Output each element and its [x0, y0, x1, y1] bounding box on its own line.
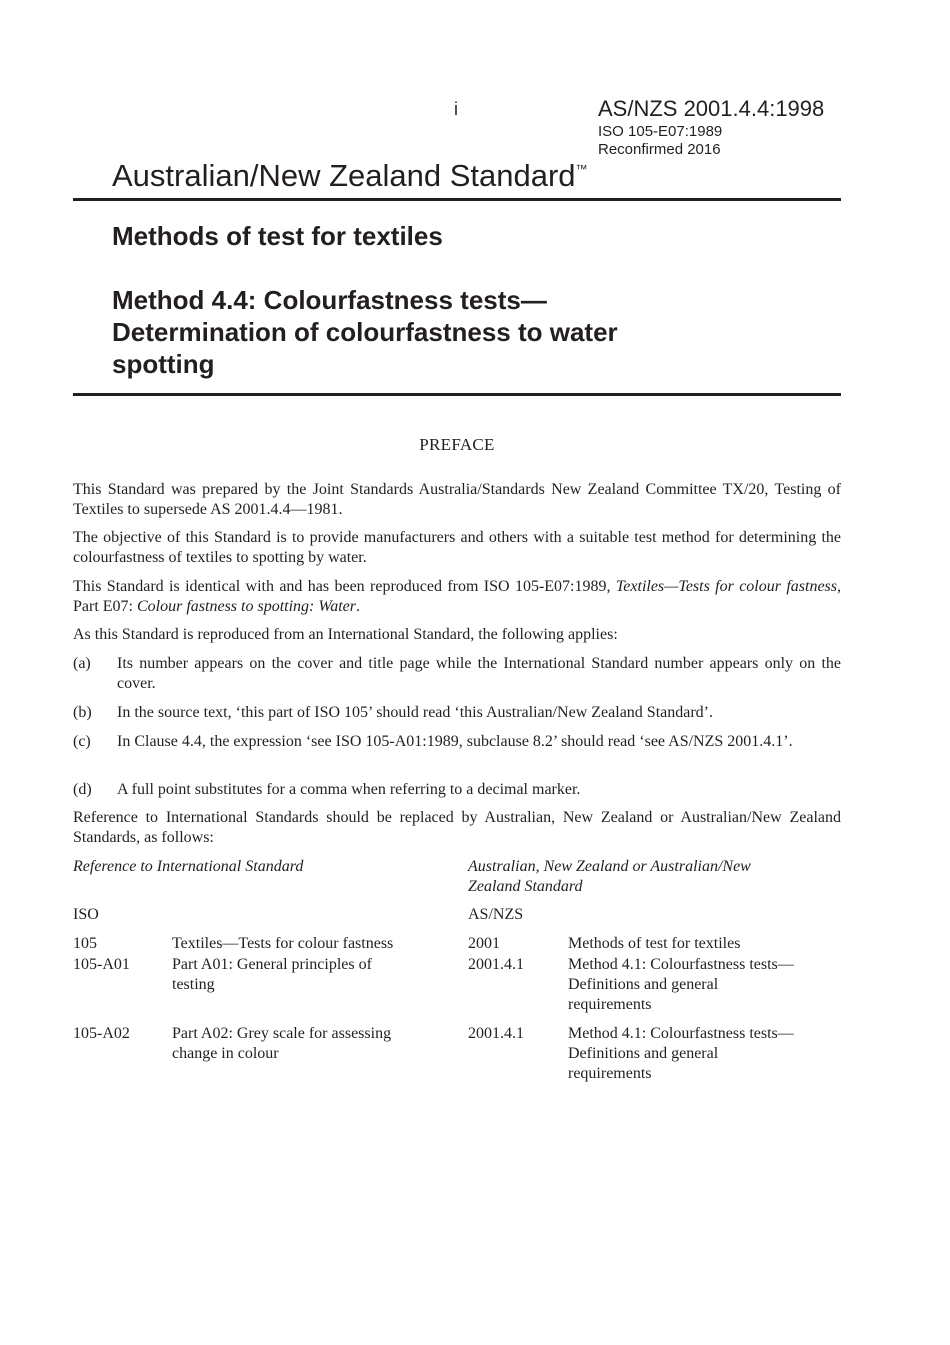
preface-paragraph: Reference to International Standards should be replaced by Australian, New Zealand or Australian/New Zealand Standards, as follows:: [73, 809, 841, 846]
cell-line: Method 4.1: Colourfastness tests—: [568, 956, 794, 973]
table-cell-as-number: 2001.4.1: [468, 956, 524, 973]
table-header-line: Australian, New Zealand or Australian/New: [468, 858, 751, 875]
preface-heading: PREFACE: [419, 435, 495, 454]
list-item-text: Its number appears on the cover and title page while the International Standard number appears only on the cover.: [117, 655, 841, 692]
cell-line: Definitions and general: [568, 976, 719, 993]
sub-title: [112, 284, 812, 380]
table-cell-iso-number: 105: [73, 935, 97, 952]
preface-paragraph: The objective of this Standard is to provide manufacturers and others with a suitable test method for determining the colourfastness of textiles to spotting by water.: [73, 529, 841, 566]
standard-type: [112, 158, 588, 194]
table-cell-iso-title: Textiles—Tests for colour fastness: [172, 935, 394, 952]
paragraph-text: .: [355, 598, 360, 615]
page-number: i: [454, 99, 458, 119]
sub-title-line: Determination of colourfastness to water: [112, 317, 618, 347]
sub-title-line: spotting: [112, 349, 215, 379]
cell-line: requirements: [568, 996, 652, 1013]
list-item: [73, 654, 841, 694]
list-marker: (a): [73, 655, 91, 672]
table-cell-iso-number: 105-A02: [73, 1025, 130, 1042]
cell-line: change in colour: [172, 1045, 279, 1062]
cited-part-title: Colour fastness to spotting: Water: [137, 598, 356, 615]
cell-line: Method 4.1: Colourfastness tests—: [568, 1025, 794, 1042]
paragraph-text: , Part E07:: [73, 578, 842, 615]
cell-line: Definitions and general: [568, 1045, 719, 1062]
list-marker: (b): [73, 704, 92, 721]
cell-line: testing: [172, 976, 215, 993]
table-cell-iso-title: [172, 955, 372, 995]
table-cell-as-title: [568, 955, 794, 1015]
table-cell-as-title: [568, 1024, 794, 1084]
list-item: [73, 703, 841, 723]
cell-line: Part A02: Grey scale for assessing: [172, 1025, 392, 1042]
table-label-iso: ISO: [73, 906, 99, 923]
sub-title-line: Method 4.4: Colourfastness tests—: [112, 285, 547, 315]
cited-title: Textiles—Tests for colour fastness: [615, 578, 838, 595]
cell-line: requirements: [568, 1065, 652, 1082]
standard-type-text: Australian/New Zealand Standard: [112, 158, 576, 193]
table-cell-iso-title: [172, 1024, 391, 1064]
list-item-text: In Clause 4.4, the expression ‘see ISO 105-A01:1989, subclause 8.2’ should read ‘see AS/NZS 2001.4.1’.: [117, 733, 793, 750]
title-rule-bottom: [73, 393, 841, 396]
list-item: [73, 780, 841, 800]
standard-number: AS/NZS 2001.4.4:1998: [598, 96, 825, 121]
paragraph-text: This Standard is identical with and has been reproduced from ISO 105-E07:1989,: [73, 578, 616, 595]
trademark-symbol: ™: [575, 162, 588, 176]
table-label-asnzs: AS/NZS: [468, 906, 524, 923]
table-cell-iso-number: 105-A01: [73, 956, 130, 973]
title-rule-top: [73, 198, 841, 201]
table-header-line: Zealand Standard: [468, 878, 583, 895]
reconfirmed-note: Reconfirmed 2016: [598, 141, 721, 158]
list-item-text: A full point substitutes for a comma when referring to a decimal marker.: [117, 781, 581, 798]
list-item: [73, 732, 841, 752]
preface-paragraph: [73, 577, 841, 617]
preface-paragraph: As this Standard is reproduced from an International Standard, the following applies:: [73, 626, 618, 643]
table-cell-as-number: 2001.4.1: [468, 1025, 524, 1042]
iso-number: ISO 105-E07:1989: [598, 123, 723, 140]
cell-line: Part A01: General principles of: [172, 956, 372, 973]
preface-paragraph: This Standard was prepared by the Joint Standards Australia/Standards New Zealand Committee TX/20, Testing of Textiles to supersede AS 2001.4.4—1981.: [73, 481, 841, 518]
table-header-international: Reference to International Standard: [73, 858, 304, 875]
table-cell-as-title: Methods of test for textiles: [568, 935, 741, 952]
table-header-national: [468, 857, 751, 897]
table-cell-as-number: 2001: [468, 935, 500, 952]
list-marker: (d): [73, 781, 92, 798]
list-marker: (c): [73, 733, 91, 750]
list-item-text: In the source text, ‘this part of ISO 105’ should read ‘this Australian/New Zealand Standard’.: [117, 704, 713, 721]
main-title: Methods of test for textiles: [112, 221, 443, 251]
